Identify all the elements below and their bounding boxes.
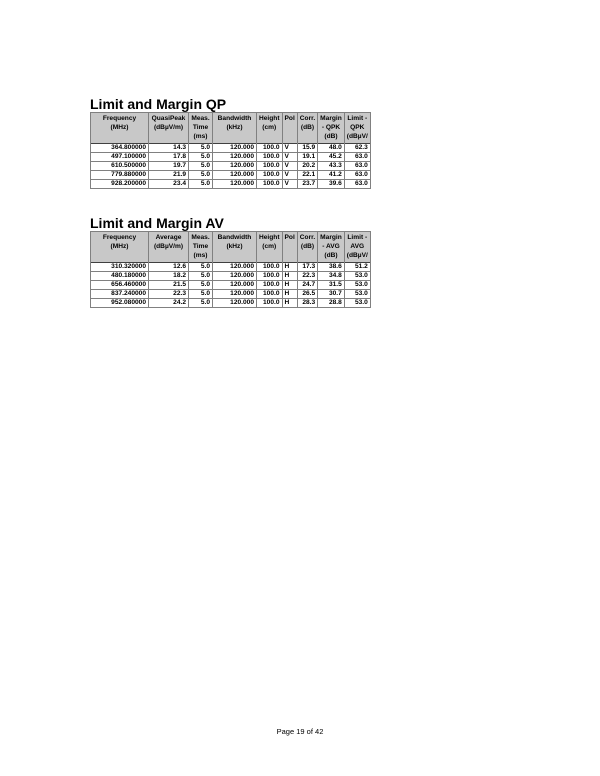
table-row	[91, 290, 371, 299]
av-cell-margin: 38.6	[318, 263, 345, 272]
table-row	[91, 272, 371, 281]
table-row	[91, 299, 371, 308]
qp-cell-limit: 63.0	[344, 162, 370, 171]
qp-cell-corr: 20.2	[297, 162, 317, 171]
av-cell-meas-time: 5.0	[189, 263, 213, 272]
qp-cell-margin: 45.2	[318, 153, 345, 162]
av-cell-frequency: 480.180000	[91, 272, 149, 281]
qp-cell-corr: 22.1	[297, 171, 317, 180]
table-row	[91, 180, 371, 189]
qp-cell-meas-time: 5.0	[189, 162, 213, 171]
qp-header-margin: Margin - QPK (dB)	[318, 113, 345, 144]
av-cell-meas-time: 5.0	[189, 290, 213, 299]
av-header-level: Average (dBµV/m)	[149, 232, 189, 263]
qp-cell-bandwidth: 120.000	[213, 180, 257, 189]
av-table	[90, 231, 371, 308]
qp-cell-height: 100.0	[257, 171, 283, 180]
av-header-pol: Pol	[282, 232, 297, 263]
qp-cell-pol: V	[282, 153, 297, 162]
qp-header-row	[91, 113, 371, 144]
qp-body	[91, 144, 371, 189]
av-cell-meas-time: 5.0	[189, 272, 213, 281]
qp-cell-pol: V	[282, 144, 297, 153]
qp-table	[90, 112, 371, 189]
av-header-row	[91, 232, 371, 263]
av-cell-bandwidth: 120.000	[213, 299, 257, 308]
qp-cell-meas-time: 5.0	[189, 180, 213, 189]
qp-cell-meas-time: 5.0	[189, 153, 213, 162]
av-cell-height: 100.0	[257, 263, 283, 272]
qp-cell-level: 23.4	[149, 180, 189, 189]
qp-cell-level: 21.9	[149, 171, 189, 180]
qp-header-limit: Limit - QPK (dBµV/	[344, 113, 370, 144]
table-row	[91, 162, 371, 171]
total-pages: 42	[315, 727, 324, 736]
av-cell-pol: H	[282, 263, 297, 272]
av-cell-level: 21.5	[149, 281, 189, 290]
qp-cell-bandwidth: 120.000	[213, 162, 257, 171]
av-cell-pol: H	[282, 272, 297, 281]
of-label: of	[306, 727, 313, 736]
qp-cell-margin: 48.0	[318, 144, 345, 153]
av-cell-corr: 17.3	[297, 263, 317, 272]
qp-cell-frequency: 364.800000	[91, 144, 149, 153]
av-cell-margin: 34.8	[318, 272, 345, 281]
qp-cell-corr: 23.7	[297, 180, 317, 189]
qp-cell-height: 100.0	[257, 180, 283, 189]
qp-cell-corr: 15.9	[297, 144, 317, 153]
av-header-bandwidth: Bandwidth (kHz)	[213, 232, 257, 263]
av-cell-corr: 26.5	[297, 290, 317, 299]
qp-cell-level: 17.8	[149, 153, 189, 162]
av-header-corr: Corr. (dB)	[297, 232, 317, 263]
qp-cell-bandwidth: 120.000	[213, 153, 257, 162]
qp-cell-frequency: 497.100000	[91, 153, 149, 162]
qp-cell-limit: 62.3	[344, 144, 370, 153]
av-cell-frequency: 837.240000	[91, 290, 149, 299]
qp-title: Limit and Margin QP	[90, 96, 227, 112]
qp-cell-pol: V	[282, 180, 297, 189]
qp-cell-limit: 63.0	[344, 171, 370, 180]
qp-header-meas-time: Meas. Time (ms)	[189, 113, 213, 144]
qp-cell-limit: 63.0	[344, 180, 370, 189]
qp-cell-meas-time: 5.0	[189, 171, 213, 180]
av-title: Limit and Margin AV	[90, 215, 224, 231]
av-cell-meas-time: 5.0	[189, 281, 213, 290]
qp-cell-margin: 43.3	[318, 162, 345, 171]
av-header-limit: Limit - AVG (dBµV/	[344, 232, 370, 263]
table-row	[91, 144, 371, 153]
av-cell-limit: 53.0	[344, 290, 370, 299]
qp-section	[90, 96, 371, 189]
av-section	[90, 215, 371, 308]
av-cell-frequency: 656.460000	[91, 281, 149, 290]
table-row	[91, 281, 371, 290]
table-row	[91, 171, 371, 180]
av-header-meas-time: Meas. Time (ms)	[189, 232, 213, 263]
av-header-margin: Margin - AVG (dB)	[318, 232, 345, 263]
av-cell-corr: 22.3	[297, 272, 317, 281]
qp-cell-height: 100.0	[257, 144, 283, 153]
qp-header-corr: Corr. (dB)	[297, 113, 317, 144]
qp-header-frequency: Frequency (MHz)	[91, 113, 149, 144]
qp-cell-level: 14.3	[149, 144, 189, 153]
qp-cell-frequency: 928.200000	[91, 180, 149, 189]
av-cell-pol: H	[282, 299, 297, 308]
qp-cell-pol: V	[282, 162, 297, 171]
qp-cell-limit: 63.0	[344, 153, 370, 162]
av-cell-pol: H	[282, 281, 297, 290]
qp-cell-bandwidth: 120.000	[213, 144, 257, 153]
av-cell-limit: 53.0	[344, 299, 370, 308]
av-cell-margin: 28.8	[318, 299, 345, 308]
av-cell-limit: 53.0	[344, 281, 370, 290]
av-cell-corr: 24.7	[297, 281, 317, 290]
qp-cell-pol: V	[282, 171, 297, 180]
av-cell-limit: 51.2	[344, 263, 370, 272]
av-cell-corr: 28.3	[297, 299, 317, 308]
qp-header-pol: Pol	[282, 113, 297, 144]
qp-cell-margin: 39.6	[318, 180, 345, 189]
av-body	[91, 263, 371, 308]
av-cell-bandwidth: 120.000	[213, 263, 257, 272]
qp-cell-frequency: 779.880000	[91, 171, 149, 180]
av-cell-frequency: 310.320000	[91, 263, 149, 272]
av-cell-level: 24.2	[149, 299, 189, 308]
table-row	[91, 153, 371, 162]
qp-cell-height: 100.0	[257, 162, 283, 171]
qp-header-bandwidth: Bandwidth (kHz)	[213, 113, 257, 144]
page-number: 19	[296, 727, 305, 736]
av-cell-height: 100.0	[257, 281, 283, 290]
av-cell-margin: 30.7	[318, 290, 345, 299]
qp-cell-height: 100.0	[257, 153, 283, 162]
qp-cell-corr: 19.1	[297, 153, 317, 162]
page-footer	[0, 727, 600, 736]
qp-cell-bandwidth: 120.000	[213, 171, 257, 180]
av-cell-level: 22.3	[149, 290, 189, 299]
av-cell-bandwidth: 120.000	[213, 290, 257, 299]
av-cell-height: 100.0	[257, 290, 283, 299]
av-cell-bandwidth: 120.000	[213, 281, 257, 290]
qp-header-level: QuasiPeak (dBµV/m)	[149, 113, 189, 144]
table-row	[91, 263, 371, 272]
qp-cell-level: 19.7	[149, 162, 189, 171]
qp-cell-frequency: 610.500000	[91, 162, 149, 171]
qp-header-height: Height (cm)	[257, 113, 283, 144]
av-cell-bandwidth: 120.000	[213, 272, 257, 281]
qp-cell-margin: 41.2	[318, 171, 345, 180]
av-cell-pol: H	[282, 290, 297, 299]
av-cell-level: 18.2	[149, 272, 189, 281]
av-header-height: Height (cm)	[257, 232, 283, 263]
page-label: Page	[276, 727, 295, 736]
av-cell-height: 100.0	[257, 272, 283, 281]
av-cell-meas-time: 5.0	[189, 299, 213, 308]
av-cell-height: 100.0	[257, 299, 283, 308]
av-cell-level: 12.6	[149, 263, 189, 272]
qp-cell-meas-time: 5.0	[189, 144, 213, 153]
av-header-frequency: Frequency (MHz)	[91, 232, 149, 263]
av-cell-frequency: 952.080000	[91, 299, 149, 308]
av-cell-margin: 31.5	[318, 281, 345, 290]
av-cell-limit: 53.0	[344, 272, 370, 281]
